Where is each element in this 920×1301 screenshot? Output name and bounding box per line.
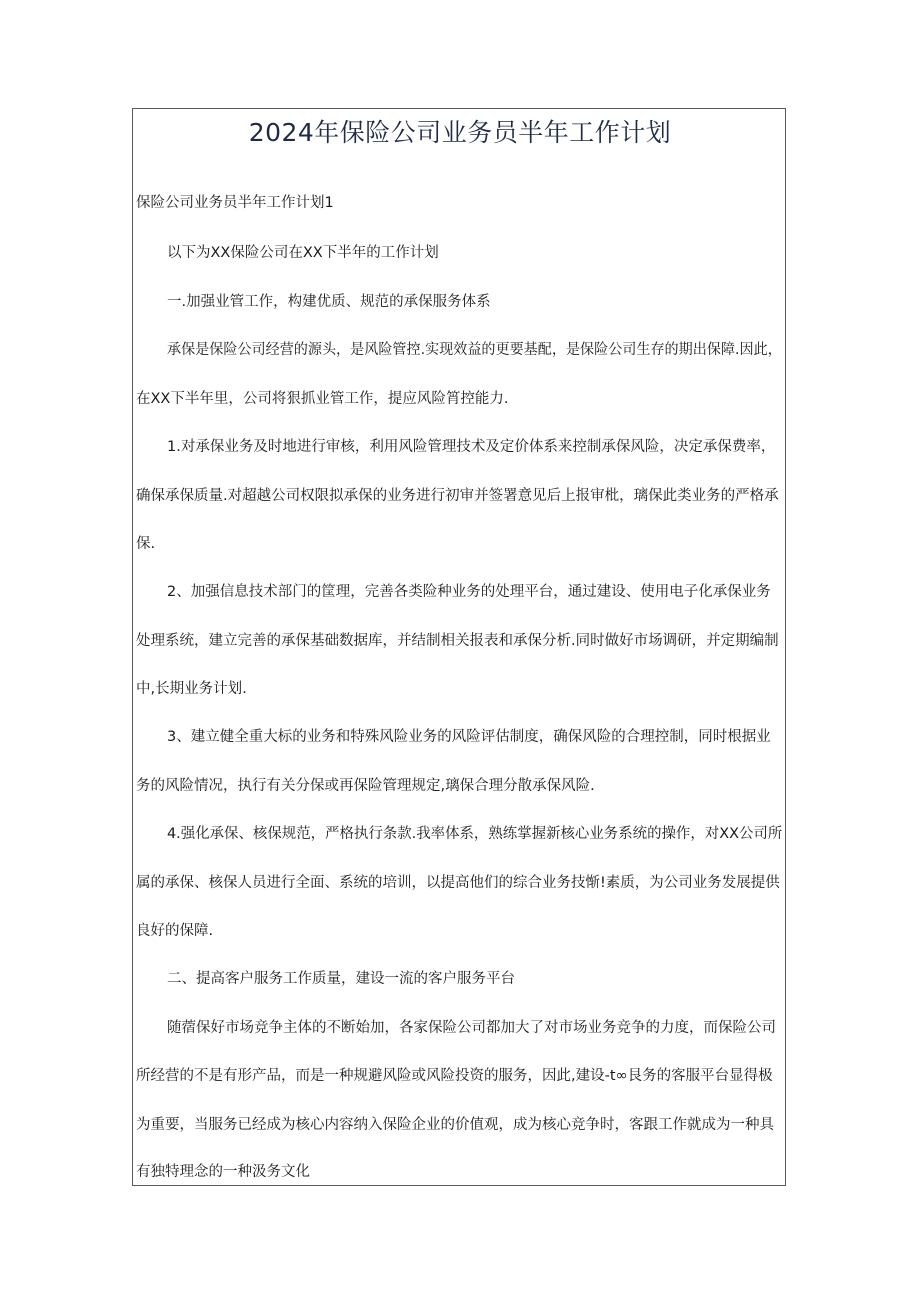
paragraph-line: 处理系统，建立完善的承保基础数据库，并结制相关报表和承保分析.同时做好市场调研，并定期编制 xyxy=(136,633,779,649)
paragraph-line: 所经营的不是有形产品，而是一种规避风险或风险投资的服务，因此,建设-t∞艮务的客服平台显得极 xyxy=(136,1068,773,1084)
paragraph-line: 4.强化承保、核保规范，严格执行条款.我率体系，熟练掌握新核心业务系统的操作，对XX公司所 xyxy=(167,826,783,842)
paragraph-line: 承保是保险公司经营的源头，是风险管控.实现效益的更要基配，是保险公司生存的期出保障.因此， xyxy=(167,342,782,358)
paragraph-line: 务的风险情况，执行有关分保或再保险管理规定,璃保合理分散承保风险. xyxy=(136,778,595,794)
paragraph-line: 保. xyxy=(136,536,156,552)
paragraph-line: 2、加强信息技术部门的筐理，完善各类险种业务的处理平台，通过建设、使用电子化承保业务 xyxy=(167,584,771,600)
paragraph-line: 良好的保障. xyxy=(136,923,214,939)
document-title: 2024年保险公司业务员半年工作计划 xyxy=(248,118,672,147)
paragraph-line: 随蓿保好市场竞争主体的不断始加，各家保险公司都加大了对市场业务竞争的力度，而保险公司 xyxy=(167,1020,776,1036)
paragraph-line: 属的承保、核保人员进行全面、系统的培训，以提高他们的综合业务技惭!素质，为公司业务发展提供 xyxy=(136,875,780,891)
paragraph-line: 一.加强业管工作，构建优质、规范的承保服务体系 xyxy=(167,294,491,310)
paragraph-line: 以下为XX保险公司在XX下半年的工作计划 xyxy=(167,245,439,261)
section-heading: 保险公司业务员半年工作计划1 xyxy=(136,195,334,211)
paragraph-line: 3、建立健全重大标的业务和特殊风险业务的风险评估制度，确保风险的合理控制，同时根据业 xyxy=(167,729,771,745)
paragraph-line: 中,长期业务计划. xyxy=(136,681,247,697)
paragraph-line: 1.对承保业务及时地进行审核，利用风险管理技术及定价体系来控制承保风险，决定承保费率， xyxy=(167,439,776,455)
paragraph-line: 确保承保质量.对超越公司权限拟承保的业务进行初审并签署意见后上报审枇，璃保此类业务的严格承 xyxy=(136,488,779,504)
paragraph-line: 在XX下半年里，公司将狠抓业管工作，提应风险筲控能力. xyxy=(136,391,509,407)
paragraph-line: 有独特理念的一种汲务文化 xyxy=(136,1164,310,1180)
paragraph-line: 二、提高客户服务工作质量，建设一流的客户服务平台 xyxy=(167,971,515,987)
paragraph-line: 为重要，当服务已经成为核心内容纳入保险企业的价值观，成为核心竞争时，客跟工作就成为一种具 xyxy=(136,1117,774,1133)
